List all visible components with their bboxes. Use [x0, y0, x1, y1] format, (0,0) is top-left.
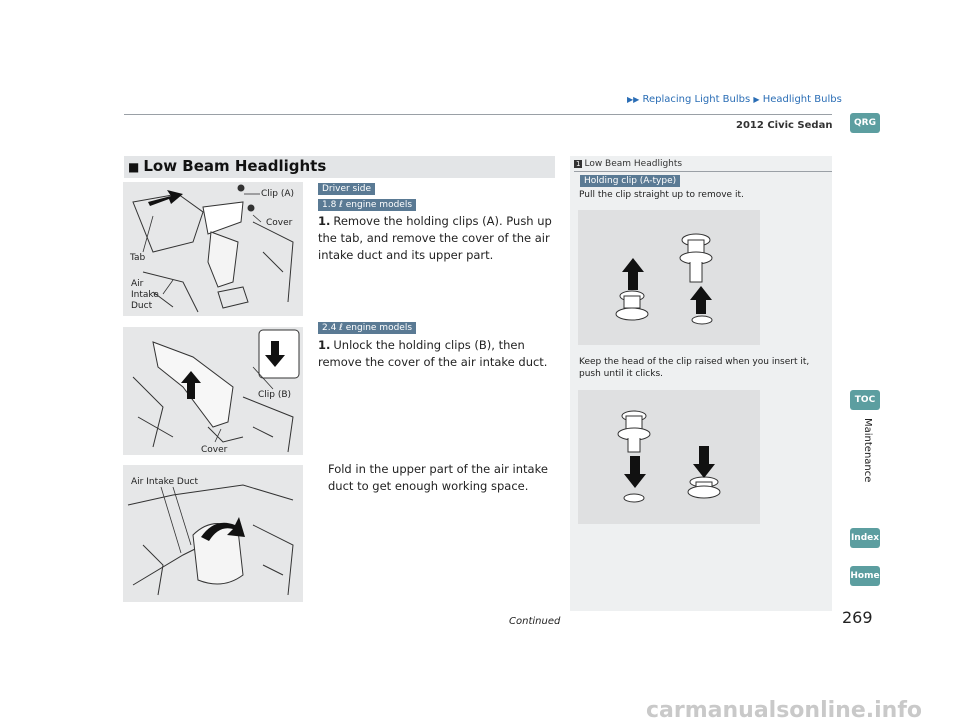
clip-b-label: Clip (B): [258, 390, 292, 400]
insert-clip-text: Keep the head of the clip raised when you insert it, push until it clicks.: [579, 357, 810, 379]
tab-label: Tab: [130, 253, 146, 263]
section-marker-icon: ■: [128, 160, 140, 174]
cover-label-2: Cover: [201, 445, 228, 455]
qrg-tab[interactable]: QRG: [850, 113, 880, 133]
remove-clip-text: Pull the clip straight up to remove it.: [579, 190, 744, 200]
sidebar-title: 1 Low Beam Headlights: [576, 159, 683, 169]
toc-tab[interactable]: TOC: [850, 390, 880, 410]
index-tab[interactable]: Index: [850, 528, 880, 548]
breadcrumb: [627, 94, 842, 105]
breadcrumb-link-replacing[interactable]: Replacing Light Bulbs: [642, 94, 751, 105]
page-number: 269: [842, 608, 873, 627]
engine-18-badge: 1.8 ℓ engine models: [318, 199, 416, 211]
clip-remove-illustration-icon: [578, 210, 760, 345]
clip-insert-illustration-icon: [578, 390, 760, 524]
fold-instruction: Fold in the upper part of the air intake duct to get enough working space.: [328, 462, 548, 493]
driver-side-badge: Driver side: [318, 183, 375, 195]
step-1-24: 1. Unlock the holding clips (B), then remove the cover of the air intake duct.: [318, 338, 548, 369]
watermark: carmanualsonline.info: [646, 698, 922, 723]
sidebar-rule: [574, 171, 832, 172]
step-1-18: 1. Remove the holding clips (A). Push up the tab, and remove the cover of the air intake duct and its upper part.: [318, 214, 552, 262]
engine-24-badge: 2.4 ℓ engine models: [318, 322, 416, 334]
continued-label: Continued: [509, 616, 561, 627]
breadcrumb-arrow-icon: ▶▶: [627, 95, 640, 104]
home-tab[interactable]: Home: [850, 566, 880, 586]
breadcrumb-link-headlight[interactable]: Headlight Bulbs: [762, 94, 842, 105]
cover-label: Cover: [266, 218, 293, 228]
reference-number: 1: [576, 160, 581, 168]
holding-clip-badge: Holding clip (A-type): [580, 175, 680, 187]
clip-a-label: Clip (A): [261, 189, 295, 199]
breadcrumb-arrow-icon: ▶: [753, 95, 760, 104]
header-rule: [124, 114, 832, 115]
clip-insert-figure: [578, 390, 760, 524]
air-intake-duct-label: Air Intake Duct: [131, 279, 159, 311]
clip-remove-figure: [578, 210, 760, 345]
chapter-label: Maintenance: [862, 418, 873, 483]
air-intake-duct-label-2: Air Intake Duct: [131, 477, 199, 487]
section-title: ■ Low Beam Headlights: [128, 157, 327, 175]
model-name: 2012 Civic Sedan: [736, 120, 833, 131]
